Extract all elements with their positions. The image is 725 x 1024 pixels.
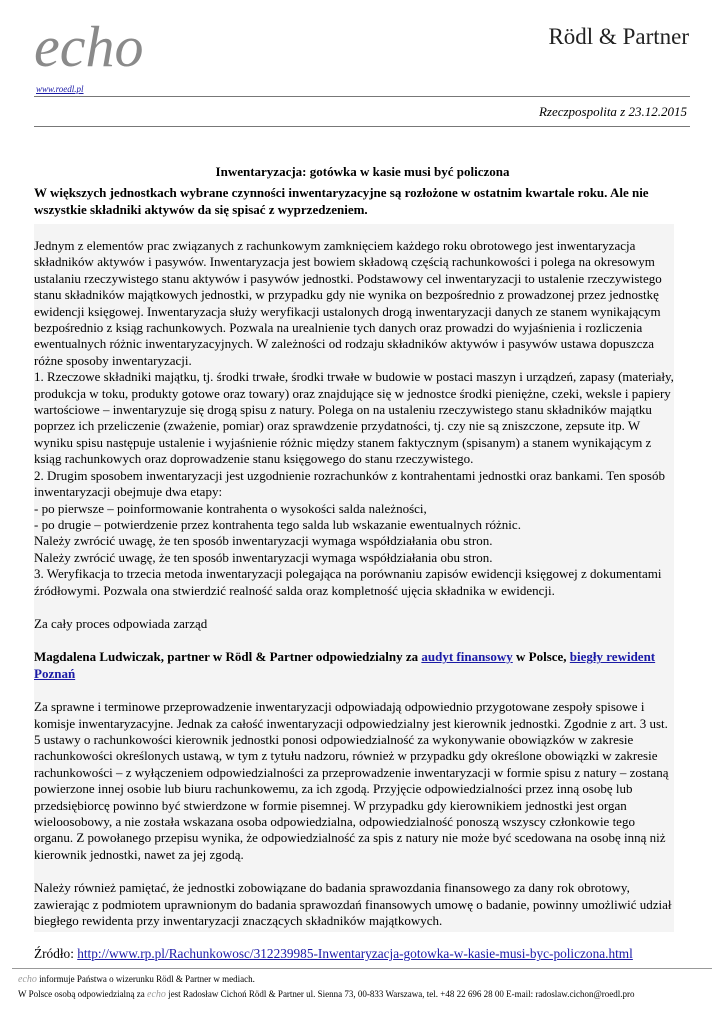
list-item-3: 3. Weryfikacja to trzecia metoda inwentaryzacji polegająca na porównaniu zapisów ewidencji księgowej z dokumentami źródłowymi. Pozwala ona stwierdzić realność salda oraz kompletność ujęcia składnika w ewidencji. — [34, 566, 662, 598]
author-text-mid: w Polsce, — [512, 649, 570, 665]
footer-line-2 — [18, 987, 635, 1002]
source-line — [34, 946, 674, 962]
publication-date: Rzeczpospolita z 23.12.2015 — [538, 104, 687, 119]
footer-line-1 — [18, 972, 635, 987]
author-line — [34, 649, 674, 682]
footer-line-2-prefix: W Polsce osobą odpowiedzialną za — [18, 989, 148, 999]
paragraph-responsibility: Za sprawne i terminowe przeprowadzenie inwentaryzacji odpowiadają odpowiednio przygotowane zespoły spisowe i komisje inwentaryzacyjne. Jednak za całość inwentaryzacji odpowiedzialny jest kierownik jednostki. Zgodnie z art. 3 ust. 5 ustawy o rachunkowości kierownik jednostki ponosi odpowiedzialność za wykonywanie obowiązków w zakresie rachunkowości określonych ustawą, w tym z tytułu nadzoru, również w przypadku gdy określone obowiązki w zakresie rachunkowości – z wyłączeniem odpowiedzialności za przeprowadzenie inwentaryzacji w formie spisu z natury – zostaną powierzone innej osobie lub biuru rachunkowemu, za ich zgodą. Przyjęcie odpowiedzialności przez inną osobę lub przedsiębiorcę powinno być stwierdzone w formie pisemnej. W przypadku gdy kierownikiem jednostki jest organ wieloosobowy, a nie została wskazana osoba odpowiedzialna, odpowiedzialność ponoszą wszyscy członkowie tego organu. Z powołanego przepisu wynika, że odpowiedzialność za spis z natury nie może być scedowana na osobę inną niż kierownik jednostki, nawet za jej zgodą. — [34, 699, 669, 862]
footer-line-1-text: informuje Państwa o wizerunku Rödl & Partner w mediach. — [36, 974, 255, 984]
list-item-2-b: - po drugie – potwierdzenie przez kontrahenta tego salda lub wskazanie ewentualnych różnic. — [34, 516, 521, 532]
brand-name: Rödl & Partner — [548, 24, 689, 49]
footer-echo-logo-2: echo — [147, 989, 166, 1000]
article-body — [34, 238, 674, 963]
header-rule-bottom — [34, 126, 690, 127]
article-title: Inwentaryzacja: gotówka w kasie musi być policzona — [215, 164, 510, 179]
source-label: Źródło: — [34, 946, 78, 962]
roedl-website-link[interactable]: www.roedl.pl — [36, 84, 84, 94]
article-lead: W większych jednostkach wybrane czynności inwentaryzacyjne są rozłożone w ostatnim kwartale roku. Ale nie wszystkie składniki aktywów da się spisać z wyprzedzeniem. — [34, 185, 649, 217]
audit-link[interactable]: audyt finansowy — [421, 649, 513, 665]
echo-logo: echo — [34, 14, 144, 79]
header-rule-top — [34, 96, 690, 97]
list-item-1: 1. Rzeczowe składniki majątku, tj. środki trwałe, środki trwałe w budowie w postaci maszyn i urządzeń, zapasy (materiały, produkcja w toku, produkty gotowe oraz towary) oraz znajdujące się w jednostce środki pieniężne, czeki, weksle i papiery wartościowe – inwentaryzuje się drogą spisu z natury. Polega on na ustaleniu rzeczywistego stanu składników majątku poprzez ich przeliczenie (zważenie, pomiar) oraz sprawdzenie przydatności, tj. czy nie są zniszczone, zepsute itp. W wyniku spisu następuje ustalenie i wyjaśnienie różnic między stanem faktycznym (spisanym) a stanem wynikającym z ksiąg rachunkowych oraz doprowadzenie stanu księgowego do stanu rzeczywistego. — [34, 369, 674, 467]
note-1: Należy zwrócić uwagę, że ten sposób inwentaryzacji wymaga współdziałania obu stron. — [34, 533, 493, 549]
source-link[interactable]: http://www.rp.pl/Rachunkowosc/312239985-Inwentaryzacja-gotowka-w-kasie-musi-byc-policzona.html — [77, 946, 633, 962]
auditor-poznan-link[interactable]: biegły rewident Poznań — [34, 649, 656, 681]
note-2: Należy zwrócić uwagę, że ten sposób inwentaryzacji wymaga współdziałania obu stron. — [34, 549, 493, 565]
footer — [18, 972, 635, 1002]
footer-line-2-text: jest Radosław Cichoń Rödl & Partner ul. Sienna 73, 00-833 Warszawa, tel. +48 22 696 28 00 E-mail: radoslaw.cichon@roedl.pro — [165, 989, 635, 999]
footer-rule — [12, 968, 712, 969]
footer-echo-logo: echo — [18, 974, 37, 985]
author-text: Magdalena Ludwiczak, partner w Rödl & Partner odpowiedzialny za — [34, 649, 422, 665]
subheading: Za cały proces odpowiada zarząd — [34, 615, 208, 631]
list-item-2-a: - po pierwsze – poinformowanie kontrahenta o wysokości salda należności, — [34, 500, 427, 516]
paragraph-intro: Jednym z elementów prac związanych z rachunkowym zamknięciem każdego roku obrotowego jest inwentaryzacja składników aktywów i pasywów. Inwentaryzacja jest bowiem składową częścią rachunkowości i polega na okresowym ustalaniu rzeczywistego stanu aktywów i pasywów jednostki. Podstawowy cel inwentaryzacji to ustalenie rzeczywistego stanu składników majątkowych jednostki, w przypadku gdy nie wynika on bezpośrednio z prowadzonej przez jednostkę ewidencji księgowej. Inwentaryzacja służy weryfikacji ustalonych drogą inwentaryzacji danych ze stanem wynikającym bezpośrednio z ksiąg rachunkowych. Pozwala na urealnienie tych danych oraz prowadzi do wyjaśnienia i rozliczenia ewentualnych różnic inwentaryzacyjnych. W zależności od rodzaju składników aktywów i pasywów ustawa dopuszcza różne sposoby inwentaryzacji. — [34, 238, 662, 368]
paragraph-auditor: Należy również pamiętać, że jednostki zobowiązane do badania sprawozdania finansowego za dany rok obrotowy, zawierając z podmiotem uprawnionym do badania sprawozdań finansowych umowę o badanie, powinny umożliwić udział biegłego rewidenta przy inwentaryzacji znaczących składników majątkowych. — [34, 880, 672, 929]
list-item-2: 2. Drugim sposobem inwentaryzacji jest uzgodnienie rozrachunków z kontrahentami jednostki oraz bankami. Ten sposób inwentaryzacji obejmuje dwa etapy: — [34, 467, 665, 500]
